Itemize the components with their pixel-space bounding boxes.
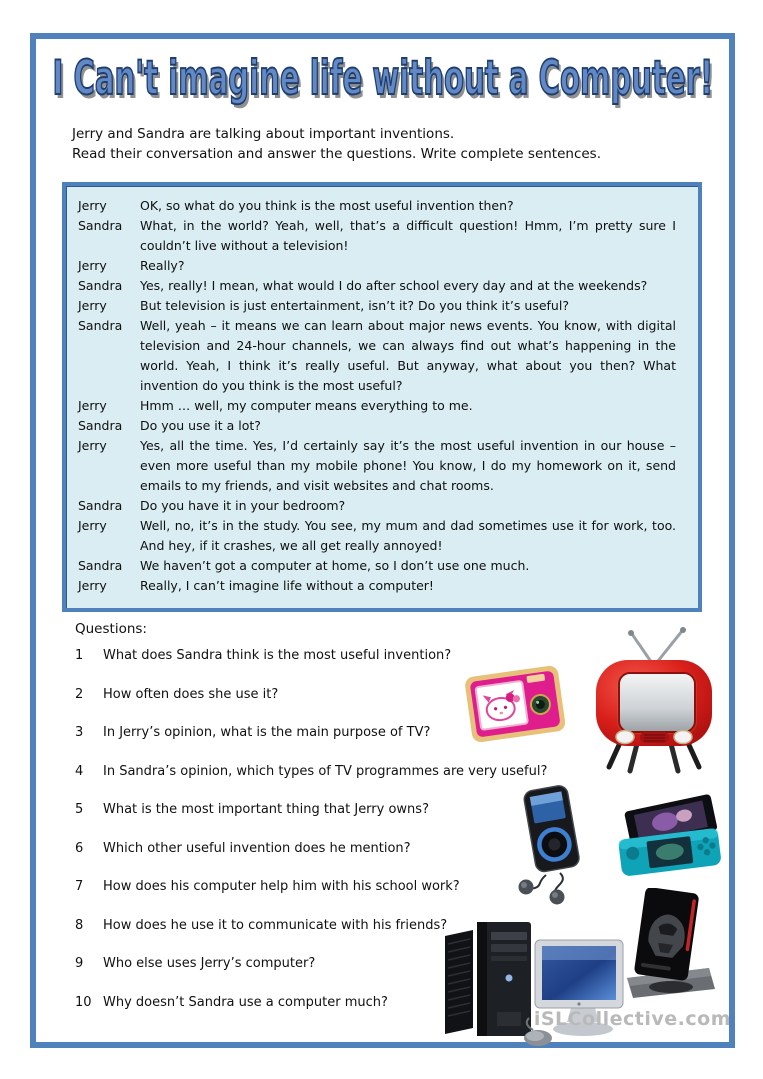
speaker-line: Really, I can’t imagine life without a computer!: [140, 578, 434, 593]
dialogue-turn: [78, 496, 684, 516]
speaker-name: Sandra: [78, 218, 123, 233]
question-number: 5: [75, 802, 84, 817]
speaker-name: Sandra: [78, 498, 123, 513]
dialogue-turn: [78, 316, 684, 396]
speaker-name: Sandra: [78, 278, 123, 293]
question-number: 6: [75, 840, 84, 856]
question-text: Who else uses Jerry’s computer?: [103, 956, 316, 971]
speaker-line: What, in the world? Yeah, well, that’s a difficult question! Hmm, I’m pretty sure I couldn’t live without a television!: [140, 218, 676, 253]
question-text: How does he use it to communicate with his friends?: [103, 917, 448, 933]
mp3-player-image: [500, 783, 600, 905]
intro-text: [72, 125, 692, 164]
speaker-line: Do you use it a lot?: [140, 418, 261, 433]
speaker-name: Jerry: [78, 298, 107, 313]
speaker-line: Really?: [140, 258, 185, 273]
questions-label: Questions:: [75, 621, 147, 637]
question-text: How does his computer help him with his school work?: [103, 879, 460, 894]
retro-tv-image: [584, 624, 724, 776]
intro-line-2: Read their conversation and answer the questions. Write complete sentences.: [72, 145, 602, 162]
hello-kitty-camera-image: [463, 653, 568, 753]
speaker-name: Jerry: [78, 258, 107, 273]
dialogue-turn: [78, 216, 684, 256]
question-number: 10: [75, 994, 92, 1010]
question-text: In Jerry’s opinion, what is the main purpose of TV?: [103, 725, 431, 740]
speaker-name: Sandra: [78, 418, 123, 433]
speaker-name: Jerry: [78, 438, 107, 453]
dialogue-turn: [78, 556, 684, 576]
dialogue-turn: [78, 436, 684, 496]
question-text: Why doesn’t Sandra use a computer much?: [103, 994, 388, 1010]
question-text: What does Sandra think is the most useful invention?: [103, 648, 452, 663]
speaker-name: Jerry: [78, 398, 107, 413]
islcollective-watermark: iSLCollective.com: [533, 1008, 731, 1030]
speaker-line: We haven’t got a computer at home, so I don’t use one much.: [140, 558, 530, 573]
dialogue-box: [62, 182, 702, 612]
speaker-name: Jerry: [78, 518, 107, 533]
question-number: 1: [75, 648, 84, 663]
dialogue-turn: [78, 576, 684, 596]
speaker-name: Sandra: [78, 318, 123, 333]
speaker-line: OK, so what do you think is the most useful invention then?: [140, 198, 514, 213]
speaker-name: Jerry: [78, 578, 107, 593]
dialogue-turn: [78, 516, 684, 556]
speaker-line: Well, no, it’s in the study. You see, my mum and dad sometimes use it for work, too. And hey, if it crashes, we all get really annoyed!: [140, 518, 676, 553]
question-text: What is the most important thing that Jerry owns?: [103, 802, 429, 817]
dialogue-turn: [78, 196, 684, 216]
question-number: 8: [75, 917, 84, 933]
dialogue-turn: [78, 416, 684, 436]
speaker-name: Sandra: [78, 558, 123, 573]
page-title: [30, 38, 735, 118]
dialogue-turn: [78, 256, 684, 276]
speaker-line: Well, yeah – it means we can learn about major news events. You know, with digital television and 24-hour channels, we can always find out what’s happening in the world. Yeah, I think it’s really useful. But anyway, what about you then? What invention do you think is the most useful?: [140, 318, 676, 393]
question-text: Which other useful invention does he mention?: [103, 840, 411, 856]
dialogue-turn: [78, 276, 684, 296]
question-text: How often does she use it?: [103, 686, 279, 702]
dialogue-turn: [78, 396, 684, 416]
speaker-line: Yes, all the time. Yes, I’d certainly say it’s the most useful invention in our house – even more useful than my mobile phone! You know, I do my homework on it, send emails to my friends, and visit websites and chat rooms.: [140, 438, 676, 493]
speaker-line: Hmm … well, my computer means everything to me.: [140, 398, 473, 413]
question-number: 3: [75, 725, 84, 740]
speaker-line: But television is just entertainment, isn’t it? Do you think it’s useful?: [140, 298, 569, 313]
speaker-line: Yes, really! I mean, what would I do after school every day and at the weekends?: [140, 278, 648, 293]
question-number: 9: [75, 956, 84, 971]
page-title-text: I Can't imagine life without a Computer!: [52, 50, 713, 106]
question-number: 4: [75, 763, 84, 779]
question-text: In Sandra’s opinion, which types of TV programmes are very useful?: [103, 763, 548, 779]
question-number: 7: [75, 879, 84, 894]
speaker-name: Jerry: [78, 198, 107, 213]
handheld-console-image: [608, 790, 730, 885]
dialogue-turn: [78, 296, 684, 316]
speaker-line: Do you have it in your bedroom?: [140, 498, 346, 513]
question-number: 2: [75, 686, 84, 702]
intro-line-1: Jerry and Sandra are talking about important inventions.: [72, 126, 455, 142]
